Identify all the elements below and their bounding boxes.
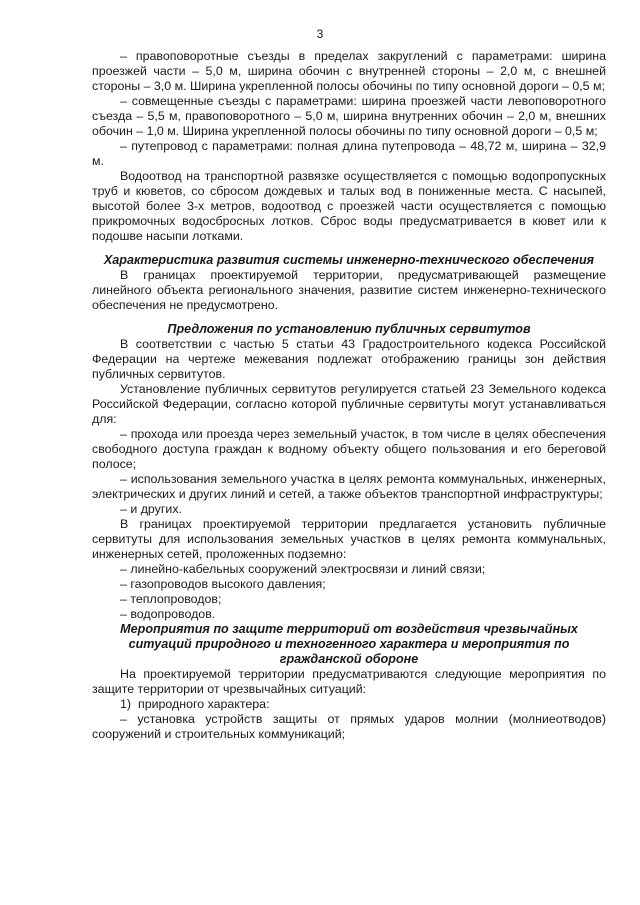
list-item-water: – водопроводов. [120,607,216,621]
paragraph-right-turn-exits: – правоповоротные съезды в пределах закруглений с параметрами: ширина проезжей части – 5,0 м, ширина обочин с внутренней стороны – 2,0 м, с внешней стороны – 3,0 м. Ширина укрепленной полосы обочины по типу основной дороги – 0,5 м; [92,49,606,93]
list-item-passage: – прохода или проезда через земельный участок, в том числе в целях обеспечения свободного доступа граждан к водному объекту общего пользования и его береговой полосе; [92,427,606,471]
paragraph-easements-code: В соответствии с частью 5 статьи 43 Градостроительного кодекса Российской Федерации на чертеже межевания подлежат отображению границы зон действия публичных сервитутов. [92,337,606,381]
heading-emergency-protection: Мероприятия по защите территорий от воздействия чрезвычайных ситуаций природного и техногенного характера и мероприятия по гражданской обороне [120,622,578,666]
list-item-repair: – использования земельного участка в целях ремонта коммунальных, инженерных, электрических и других линий и сетей, а также объектов транспортной инфраструктуры; [92,472,606,501]
page-number: 3 [316,27,324,41]
heading-public-easements: Предложения по установлению публичных сервитутов [167,322,531,336]
numbered-item-text: природного характера: [138,697,270,711]
list-item-gas: – газопроводов высокого давления; [120,577,326,591]
heading-engineering-infrastructure: Характеристика развития системы инженерно-технического обеспечения [103,253,595,267]
list-item-lightning-protection: – установка устройств защиты от прямых ударов молнии (молниеотводов) сооружений и строительных коммуникаций; [92,712,606,741]
paragraph-drainage: Водоотвод на транспортной развязке осуществляется с помощью водопропускных труб и кюветов, со сбросом дождевых и талых вод в пониженные места. С насыпей, высотой более 3-х метров, водоотвод с проезжей части осуществляется с помощью прикромочных водосбросных лотков. Сброс воды предусматривается в кювет или к подошве насыпи лотками. [92,169,606,243]
paragraph-emergency-measures: На проектируемой территории предусматриваются следующие мероприятия по защите территории от чрезвычайных ситуаций: [92,667,606,696]
list-item-heat: – теплопроводов; [120,592,222,606]
paragraph-engineering-infrastructure: В границах проектируемой территории, предусматривающей размещение линейного объекта регионального значения, развитие систем инженерно-технического обеспечения не предусмотрено. [92,268,606,312]
list-item-other: – и других. [120,502,182,516]
numbered-item-number: 1) [120,697,132,711]
paragraph-combined-exits: – совмещенные съезды с параметрами: ширина проезжей части левоповоротного съезда – 5,5 м, правоповоротного – 5,0 м, ширина внутренних обочин – 2,0 м, внешних обочин – 1,0 м. Ширина укрепленной полосы обочины по типу основной дороги – 0,5 м; [92,94,606,138]
page-content [92,49,606,742]
paragraph-proposed-easements: В границах проектируемой территории предлагается установить публичные сервитуты для использования земельных участков в целях ремонта коммунальных, инженерных сетей, проложенных подземно: [92,517,606,561]
list-item-telecom: – линейно-кабельных сооружений электросвязи и линий связи; [120,562,486,576]
paragraph-easements-purpose: Установление публичных сервитутов регулируется статьей 23 Земельного кодекса Российской Федерации, согласно которой публичные сервитуты могут устанавливаться для: [92,382,606,426]
paragraph-overpass: – путепровод с параметрами: полная длина путепровода – 48,72 м, ширина – 32,9 м. [92,139,606,168]
numbered-item-natural [92,697,606,712]
